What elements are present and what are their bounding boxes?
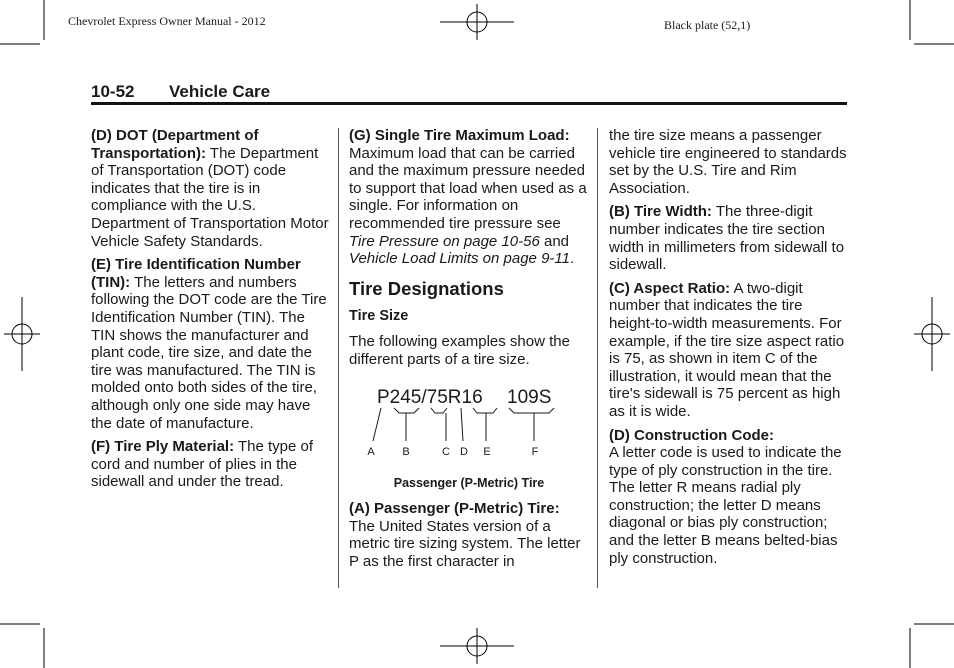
tire-size-heading: Tire Size — [349, 307, 409, 324]
tire-code-main: P245/75R16 — [377, 386, 483, 408]
brace-e — [473, 408, 497, 413]
width-paragraph — [609, 203, 847, 273]
construction-body: A letter code is used to indicate the type of ply construction in the tire. The letter R means radial ply construction; the letter D means diagonal or bias ply construction; and the letter B means belted-bias ply construction. — [609, 444, 842, 567]
section-title: Vehicle Care — [169, 82, 271, 101]
label-d: D — [460, 445, 468, 458]
passenger-title: (A) Passenger (P-Metric) Tire: — [349, 500, 560, 518]
leader-a — [373, 408, 381, 441]
tire-size-paragraph: The following examples show the different parts of a tire size. — [349, 333, 570, 368]
aspect-body: A two-digit number that indicates the tire height-to-width measurements. For example, if the tire size aspect ratio is 75, as shown in item C of the illustration, it would mean that the tire's sidewall is 75 percent as high as it is wide. — [609, 279, 845, 420]
load-title: (G) Single Tire Maximum Load: — [349, 127, 570, 144]
label-a: A — [367, 445, 375, 458]
plate-label: Black plate (52,1) — [664, 18, 751, 32]
tire-size-diagram — [349, 379, 589, 459]
aspect-paragraph — [609, 280, 847, 421]
load-and: and — [543, 232, 570, 250]
label-e: E — [483, 445, 491, 458]
passenger-paragraph — [349, 500, 589, 570]
tin-title: (E) Tire Identification Number (TIN): — [91, 256, 301, 291]
column-2 — [349, 127, 589, 577]
brace-b — [394, 408, 419, 413]
registration-mark-top — [440, 4, 514, 40]
registration-mark-right — [914, 297, 950, 371]
page-number: 10-52 — [91, 82, 135, 101]
tin-paragraph — [91, 256, 329, 432]
tire-pressure-link[interactable]: Tire Pressure on page 10-56 — [349, 232, 540, 250]
manual-title: Chevrolet Express Owner Manual - 2012 — [68, 14, 266, 28]
ply-paragraph — [91, 438, 329, 491]
column-1 — [91, 127, 329, 497]
load-end: . — [569, 250, 575, 268]
aspect-title: (C) Aspect Ratio: — [609, 279, 731, 297]
vehicle-load-limits-link[interactable]: Vehicle Load Limits on page 9-11 — [349, 250, 570, 268]
construction-title: (D) Construction Code: — [609, 426, 774, 444]
column-divider-1 — [338, 128, 339, 588]
brace-c — [431, 408, 447, 413]
tire-code-service: 109S — [507, 386, 552, 408]
dot-body: The Department of Transportation (DOT) code indicates that the tire is in compliance with the U.S. Department of Transportation Motor Vehicle Safety Standards. — [91, 144, 329, 250]
leader-d — [461, 408, 463, 441]
passenger-body: The United States version of a metric tire sizing system. The letter P as the first character in — [349, 517, 581, 570]
load-paragraph — [349, 127, 589, 268]
column-3 — [609, 127, 847, 573]
label-f: F — [531, 445, 539, 458]
registration-mark-bottom — [440, 628, 514, 664]
header-rule — [91, 102, 847, 105]
registration-mark-left — [4, 297, 40, 371]
dot-title: (D) DOT (Department of Transportation): — [91, 127, 259, 162]
ply-body: The type of cord and number of plies in the sidewall and under the tread. — [91, 438, 314, 491]
diagram-caption: Passenger (P-Metric) Tire — [393, 475, 545, 490]
dot-paragraph — [91, 127, 329, 250]
column-divider-2 — [597, 128, 598, 588]
ply-title: (F) Tire Ply Material: — [91, 438, 235, 456]
brace-f — [509, 408, 554, 413]
tin-body: The letters and numbers following the DOT code are the Tire Identification Number (TIN). The TIN shows the manufacturer and plant code, tire size, and date the tire was manufactured. The TIN is molded onto both sides of the tire, although only one side may have the date of manufacture. — [91, 273, 327, 432]
tire-designations-heading: Tire Designations — [349, 277, 504, 299]
continued-paragraph: the tire size means a passenger vehicle tire engineered to standards set by the U.S. Tire and Rim Association. — [609, 127, 847, 197]
tire-diagram-svg — [349, 379, 589, 459]
label-c: C — [442, 445, 450, 458]
width-body: The three-digit number indicates the tire section width in millimeters from sidewall to sidewall. — [609, 203, 845, 274]
width-title: (B) Tire Width: — [609, 203, 712, 221]
label-b: B — [402, 445, 410, 458]
construction-paragraph — [609, 427, 847, 568]
load-body: Maximum load that can be carried and the maximum pressure needed to support that load when used as a single. For information on recommended tire pressure see — [349, 144, 587, 232]
